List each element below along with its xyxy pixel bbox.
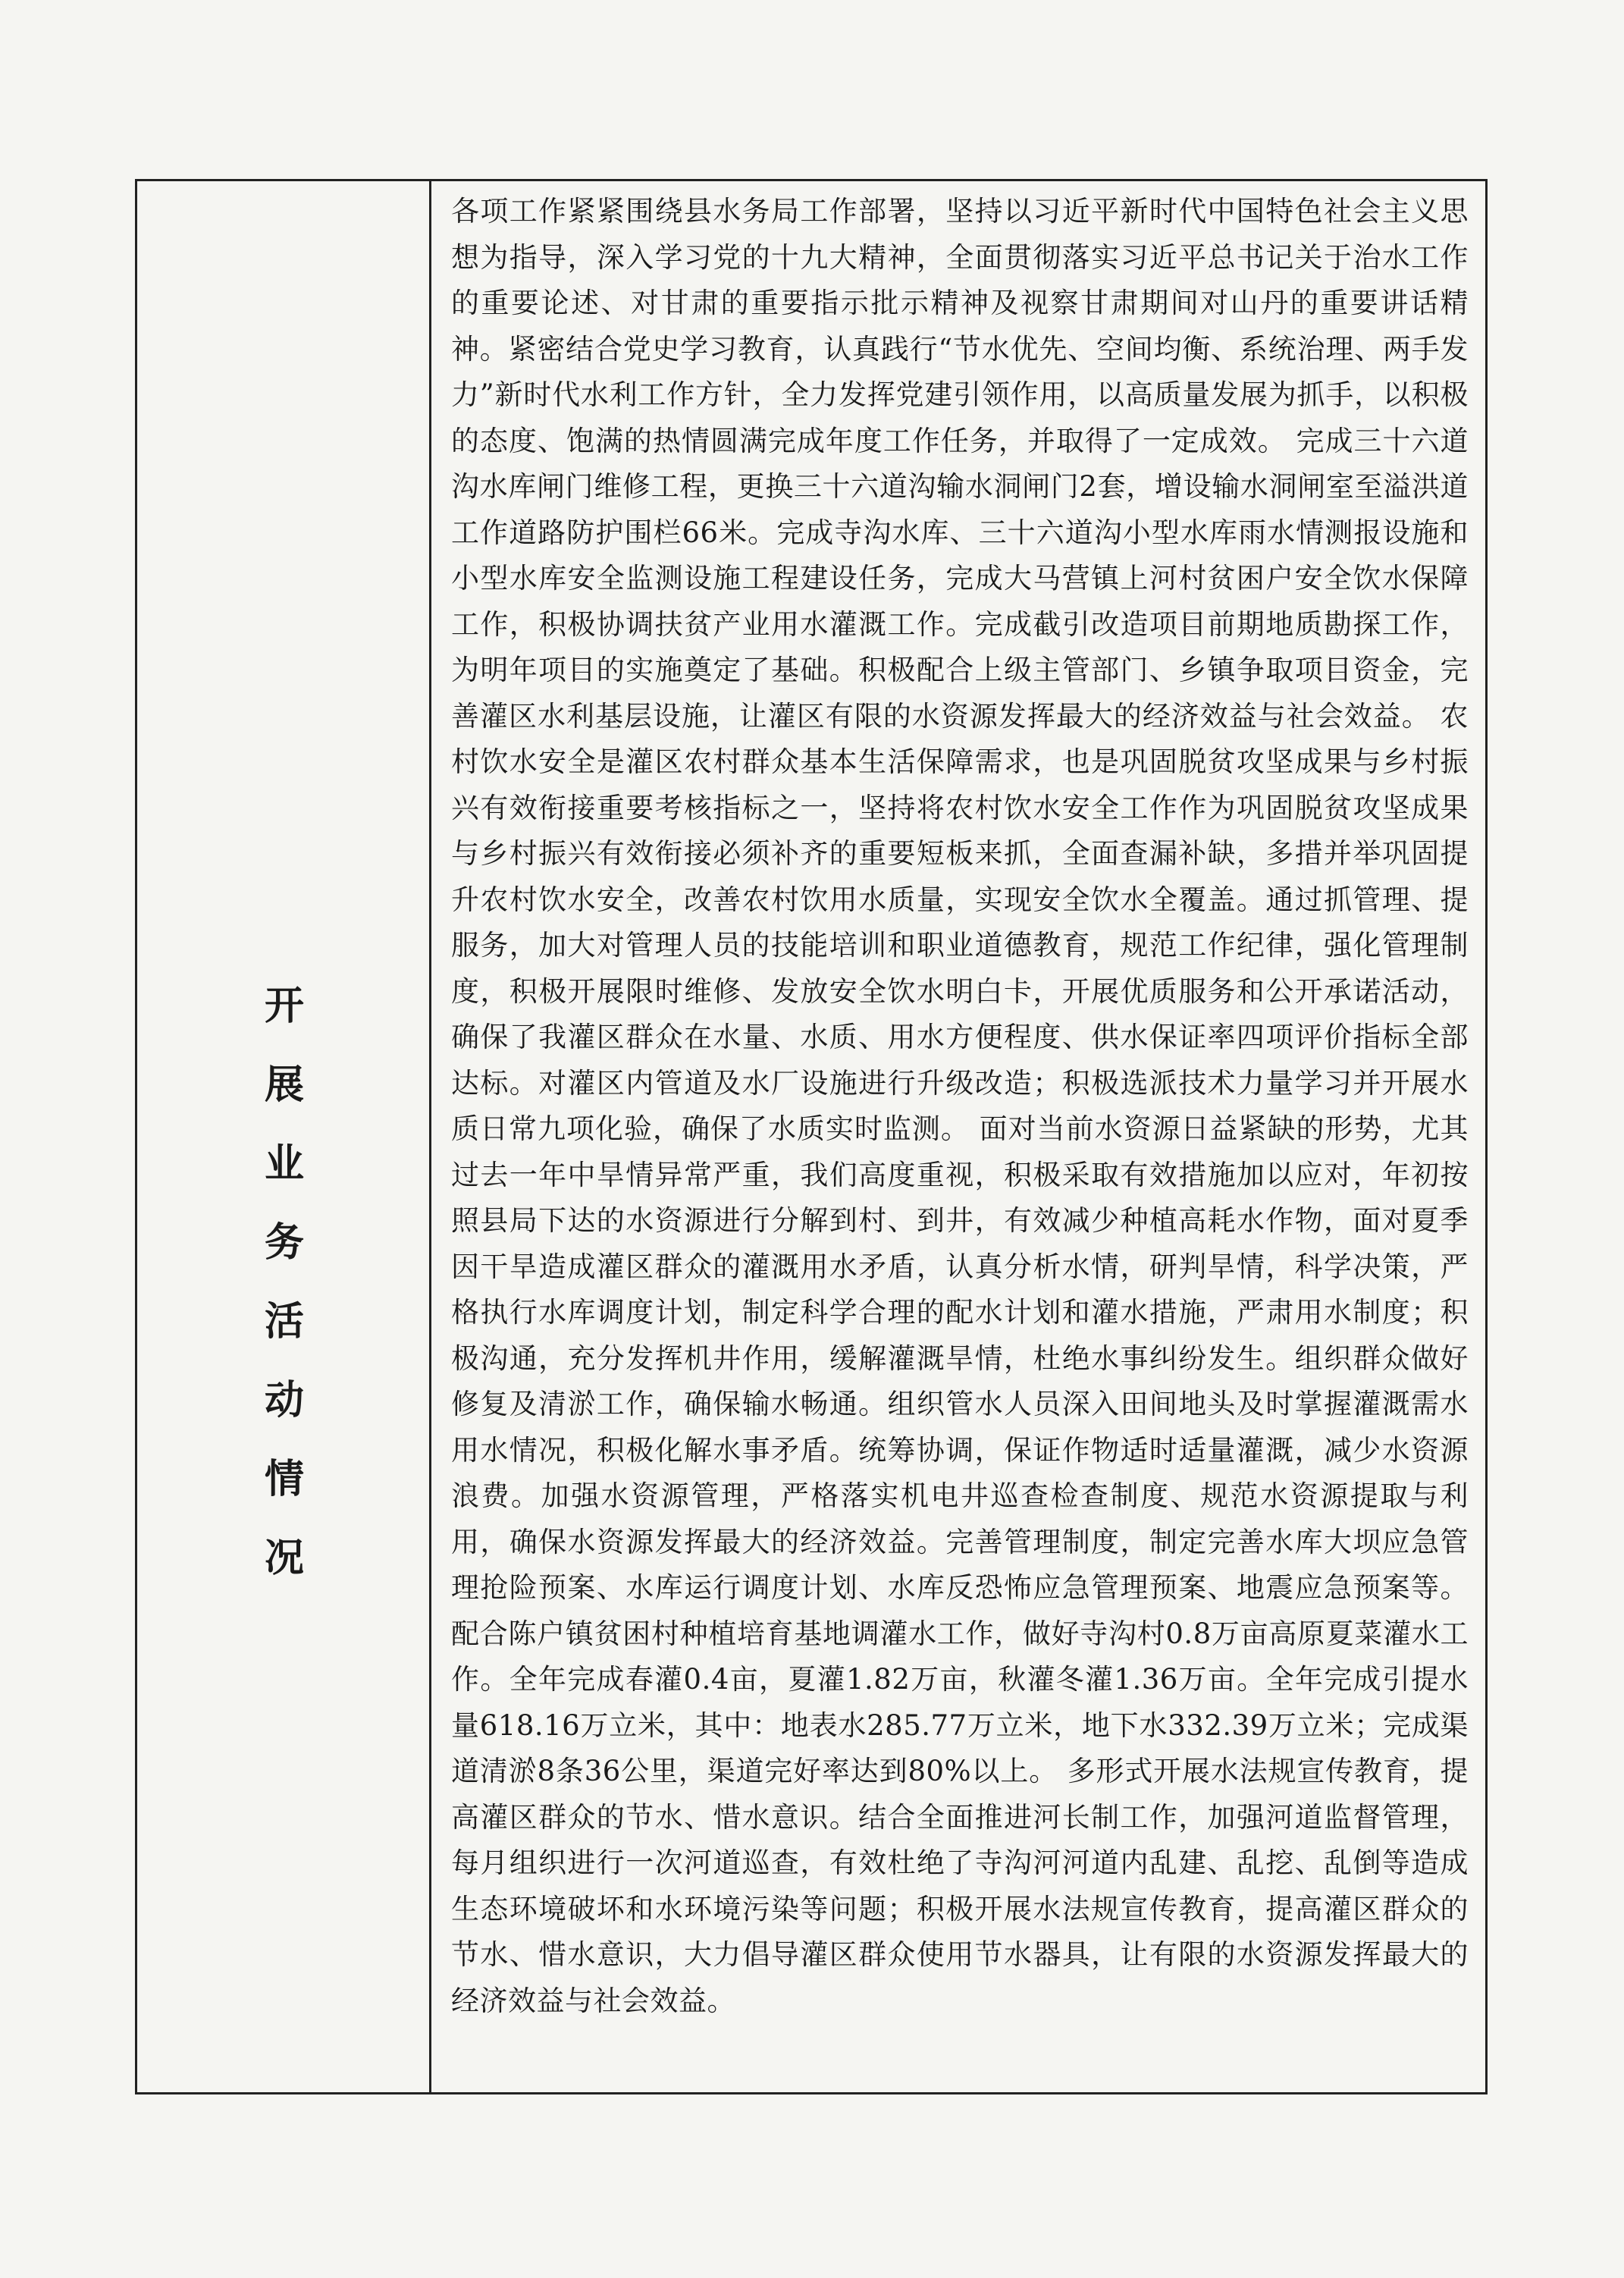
content-cell [431,181,1485,2092]
section-label-char: 展 [264,1062,304,1108]
section-label [137,985,431,1616]
section-label-cell [137,181,431,2092]
section-label-char: 开 [264,984,304,1029]
section-label-char: 业 [264,1141,304,1187]
section-label-char: 情 [264,1457,304,1502]
section-label-char: 活 [264,1299,304,1345]
form-table [135,179,1488,2094]
section-label-char: 动 [264,1378,304,1423]
content-paragraph: 各项工作紧紧围绕县水务局工作部署，坚持以习近平新时代中国特色社会主义思想为指导，深入学习党的十九大精神，全面贯彻落实习近平总书记关于治水工作的重要论述、对甘肃的重要指示批示精神及视察甘肃期间对山丹的重要讲话精神。紧密结合党史学习教育，认真践行“节水优先、空间均衡、系统治理、两手发力”新时代水利工作方针，全力发挥党建引领作用，以高质量发展为抓手，以积极的态度、饱满的热情圆满完成年度工作任务，并取得了一定成效。 完成三十六道沟水库闸门维修工程，更换三十六道沟输水洞闸门2套，增设输水洞闸室至溢洪道工作道路防护围栏66米。完成寺沟水库、三十六道沟小型水库雨水情测报设施和小型水库安全监测设施工程建设任务，完成大马营镇上河村贫困户安全饮水保障工作，积极协调扶贫产业用水灌溉工作。完成截引改造项目前期地质勘探工作，为明年项目的实施奠定了基础。积极配合上级主管部门、乡镇争取项目资金，完善灌区水利基层设施，让灌区有限的水资源发挥最大的经济效益与社会效益。 农村饮水安全是灌区农村群众基本生活保障需求，也是巩固脱贫攻坚成果与乡村振兴有效衔接重要考核指标之一，坚持将农村饮水安全工作作为巩固脱贫攻坚成果与乡村振兴有效衔接必须补齐的重要短板来抓，全面查漏补缺，多措并举巩固提升农村饮水安全，改善农村饮用水质量，实现安全饮水全覆盖。通过抓管理、提服务，加大对管理人员的技能培训和职业道德教育，规范工作纪律，强化管理制度，积极开展限时维修、发放安全饮水明白卡，开展优质服务和公开承诺活动，确保了我灌区群众在水量、水质、用水方便程度、供水保证率四项评价指标全部达标。对灌区内管道及水厂设施进行升级改造；积极选派技术力量学习并开展水质日常九项化验，确保了水质实时监测。 面对当前水资源日益紧缺的形势，尤其过去一年中旱情异常严重，我们高度重视，积极采取有效措施加以应对，年初按照县局下达的水资源进行分解到村、到井，有效减少种植高耗水作物，面对夏季因干旱造成灌区群众的灌溉用水矛盾，认真分析水情，研判旱情，科学决策，严格执行水库调度计划，制定科学合理的配水计划和灌水措施，严肃用水制度；积极沟通，充分发挥机井作用，缓解灌溉旱情，杜绝水事纠纷发生。组织群众做好修复及清淤工作，确保输水畅通。组织管水人员深入田间地头及时掌握灌溉需水用水情况，积极化解水事矛盾。统筹协调，保证作物适时适量灌溉，减少水资源浪费。加强水资源管理，严格落实机电井巡查检查制度、规范水资源提取与利用，确保水资源发挥最大的经济效益。完善管理制度，制定完善水库大坝应急管理抢险预案、水库运行调度计划、水库反恐怖应急管理预案、地震应急预案等。配合陈户镇贫困村种植培育基地调灌水工作，做好寺沟村0.8万亩高原夏菜灌水工作。全年完成春灌0.4亩，夏灌1.82万亩，秋灌冬灌1.36万亩。全年完成引提水量618.16万立米，其中：地表水285.77万立米，地下水332.39万立米；完成渠道清淤8条36公里，渠道完好率达到80%以上。 多形式开展水法规宣传教育，提高灌区群众的节水、惜水意识。结合全面推进河长制工作，加强河道监督管理，每月组织进行一次河道巡查，有效杜绝了寺沟河河道内乱建、乱挖、乱倒等造成生态环境破坏和水环境污染等问题；积极开展水法规宣传教育，提高灌区群众的节水、惜水意识，大力倡导灌区群众使用节水器具，让有限的水资源发挥最大的经济效益与社会效益。 [451,195,1469,2017]
section-label-char: 况 [264,1536,304,1581]
section-label-char: 务 [264,1220,304,1266]
